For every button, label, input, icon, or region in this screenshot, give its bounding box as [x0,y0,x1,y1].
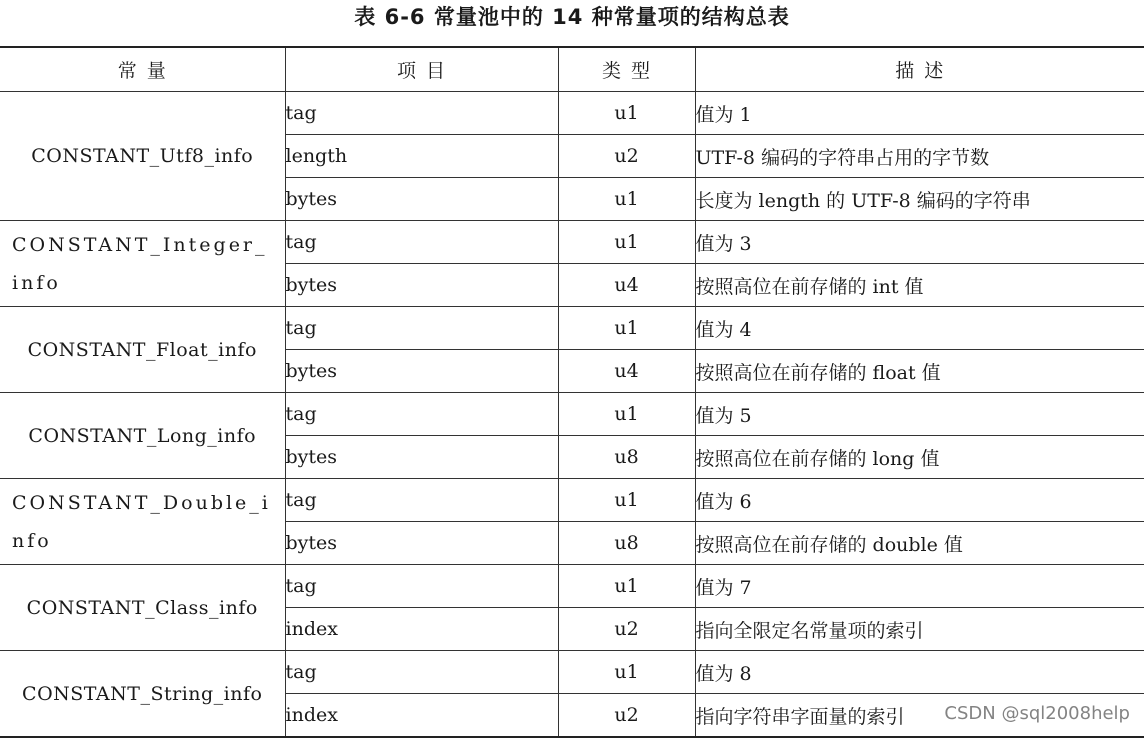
description-cell: 值为 5 [695,393,1144,436]
constant-name-cell: CONSTANT_Integer_info [0,221,285,307]
item-cell: bytes [285,264,558,307]
item-cell: tag [285,479,558,522]
description-cell: 按照高位在前存储的 float 值 [695,350,1144,393]
description-cell: 按照高位在前存储的 int 值 [695,264,1144,307]
type-cell: u2 [558,608,695,651]
type-cell: u1 [558,565,695,608]
description-cell: 值为 8 [695,651,1144,694]
description-cell: 值为 6 [695,479,1144,522]
type-cell: u4 [558,350,695,393]
description-cell: UTF-8 编码的字符串占用的字节数 [695,135,1144,178]
type-cell: u2 [558,694,695,738]
item-cell: tag [285,307,558,350]
item-cell: tag [285,651,558,694]
table-row [0,221,1144,264]
item-cell: bytes [285,436,558,479]
description-cell: 指向字符串字面量的索引 [695,694,1144,738]
header-description: 描 述 [695,47,1144,92]
item-cell: tag [285,565,558,608]
constant-name-cell: CONSTANT_Long_info [0,393,285,479]
header-row [0,47,1144,92]
type-cell: u1 [558,178,695,221]
watermark: CSDN @sql2008help [944,703,1130,724]
header-item: 项 目 [285,47,558,92]
type-cell: u8 [558,522,695,565]
type-cell: u1 [558,393,695,436]
constant-pool-table [0,46,1144,738]
table-row [0,565,1144,608]
item-cell: tag [285,393,558,436]
table-row [0,92,1144,135]
table-row [0,307,1144,350]
type-cell: u1 [558,479,695,522]
type-cell: u1 [558,221,695,264]
description-cell: 按照高位在前存储的 double 值 [695,522,1144,565]
description-cell: 值为 4 [695,307,1144,350]
item-cell: index [285,694,558,738]
type-cell: u1 [558,307,695,350]
constant-name-cell: CONSTANT_String_info [0,651,285,738]
type-cell: u4 [558,264,695,307]
constant-name-cell: CONSTANT_Utf8_info [0,92,285,221]
table-row [0,651,1144,694]
item-cell: tag [285,221,558,264]
constant-name-cell: CONSTANT_Float_info [0,307,285,393]
table-row [0,393,1144,436]
type-cell: u2 [558,135,695,178]
constant-name-cell: CONSTANT_Double_info [0,479,285,565]
item-cell: tag [285,92,558,135]
table-row [0,479,1144,522]
item-cell: bytes [285,178,558,221]
item-cell: bytes [285,350,558,393]
type-cell: u8 [558,436,695,479]
description-cell: 值为 3 [695,221,1144,264]
item-cell: index [285,608,558,651]
table-caption: 表 6-6 常量池中的 14 种常量项的结构总表 [354,5,790,29]
header-constant: 常 量 [0,47,285,92]
description-cell: 按照高位在前存储的 long 值 [695,436,1144,479]
type-cell: u1 [558,651,695,694]
constant-name-cell: CONSTANT_Class_info [0,565,285,651]
item-cell: length [285,135,558,178]
header-type: 类 型 [558,47,695,92]
type-cell: u1 [558,92,695,135]
item-cell: bytes [285,522,558,565]
description-cell: 值为 1 [695,92,1144,135]
description-cell: 指向全限定名常量项的索引 [695,608,1144,651]
description-cell: 长度为 length 的 UTF-8 编码的字符串 [695,178,1144,221]
description-cell: 值为 7 [695,565,1144,608]
